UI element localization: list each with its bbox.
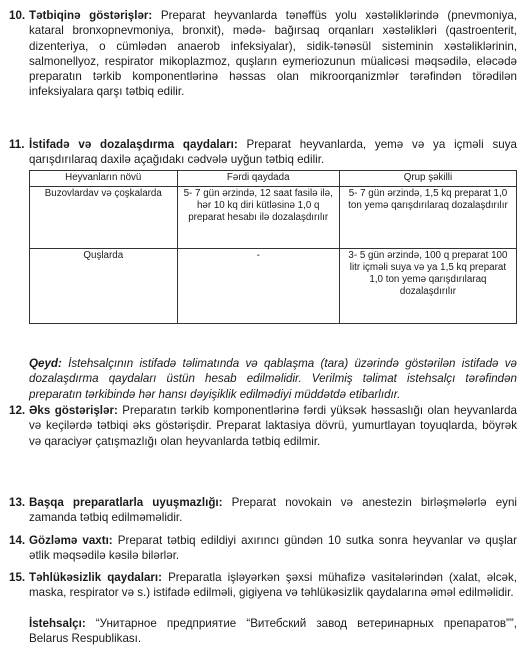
- section-11-title: İstifadə və dozalaşdırma qaydaları:: [29, 138, 238, 151]
- producer-text: “Унитарное предприятие “Витебский завод ветеринарных препаратов””, Belarus Respublikası.: [29, 617, 517, 646]
- header-individual: Fərdi qaydada: [177, 171, 339, 187]
- section-12: [9, 403, 517, 449]
- section-13-title: Başqa preparatlarla uyuşmazlığı:: [29, 496, 223, 509]
- section-12-number: 12.: [9, 404, 26, 417]
- section-13-text: Preparat novokain və anestezin birləşmələrlə eyni zamanda tətbiq edilməməlidir.: [29, 496, 517, 525]
- section-15: [9, 570, 517, 601]
- section-15-text: Preparatla işləyərkən şəxsi mühafizə vasitələrindən (xalat, əlcək, maska, respirator və s.) istifadə edilməli, gigiyena və təhlükəsizlik qaydalarına əməl edilməlidir.: [29, 571, 517, 600]
- section-11: [9, 137, 517, 168]
- note-label: Qeyd:: [29, 357, 62, 370]
- table-cell: Quşlarda: [30, 249, 178, 324]
- dosage-table: [29, 170, 517, 324]
- producer: [29, 616, 517, 647]
- table-row: [30, 187, 517, 249]
- table-cell: -: [177, 249, 339, 324]
- producer-label: İstehsalçı:: [29, 617, 86, 630]
- section-13: [9, 495, 517, 526]
- header-group: Qrup şəkilli: [339, 171, 516, 187]
- note: [29, 356, 517, 402]
- section-14-title: Gözləmə vaxtı:: [29, 534, 113, 547]
- table-header-row: [30, 171, 517, 187]
- section-10-title: Tətbiqinə göstərişlər:: [29, 9, 153, 22]
- section-14-text: Preparat tətbiq edildiyi axırıncı gündən 10 sutka sonra heyvanlar və quşlar ətlik məqsədilə kəsilə bilərlər.: [29, 534, 517, 563]
- header-animal-type: Heyvanların növü: [30, 171, 178, 187]
- table-cell: 5- 7 gün ərzində, 12 saat fasilə ilə, hər 10 kq diri kütləsinə 1,0 q preparat hesabı ilə dozalaşdırılır: [177, 187, 339, 249]
- section-11-text: Preparat heyvanlarda, yemə və ya içməli suya qarışdırılaraq daxilə açağıdakı cədvələ uyğun tətbiq edilir.: [29, 138, 517, 167]
- table-cell: 3- 5 gün ərzində, 100 q preparat 100 litr içməli suya və ya 1,5 kq preparat 1,0 ton yemə qarışdırılaraq dozalaşdırılır: [339, 249, 516, 324]
- section-10-text: Preparat heyvanlarda tənəffüs yolu xəstəliklərində (pnevmoniya, kataral bronxopnevmoniya, bronxit), mədə- bağırsaq orqanları xəstəlikləri (qastroenterit, dizenteriya, o cümlədən anaerob infeksiyalar), sidik-tənəsül sisteminin xəstəliklərinin, salmonellyoz, respirator mikoplazmoz, quşların eymeriozunun müalicəsi məqsədilə, eləcədə preparatın tərkib komponentlərinə həssas olan mikroorqanizmlər tərəfindən törədilən infeksiyalara qarşı tətbiq edilir.: [29, 9, 517, 99]
- note-text: İstehsalçının istifadə təlimatında və qablaşma (tara) üzərində göstərilən istifadə və dozalaşdırma qaydaları üstün hesab edilməlidir. Verilmiş təlimat istehsalçı tərəfindən preparatın tərkibində hər hansı dəyişiklik edilmədiyi müddətdə etibarlıdır.: [29, 357, 517, 401]
- table-row: [30, 249, 517, 324]
- table-cell: 5- 7 gün ərzində, 1,5 kq preparat 1,0 ton yemə qarışdırılaraq dozalaşdırılır: [339, 187, 516, 249]
- section-14-number: 14.: [9, 534, 26, 547]
- table-cell: Buzovlardav və çoşkalarda: [30, 187, 178, 249]
- section-15-number: 15.: [9, 571, 26, 584]
- section-14: [9, 533, 517, 564]
- section-11-number: 11.: [9, 138, 25, 151]
- section-12-text: Preparatın tərkib komponentlərinə fərdi yüksək həssaslığı olan heyvanlarda və keçilərdə tətbiqi əks göstərişdir. Preparat laktasiya dövrü, yumurtlayan toyuqlarda, böyrək və qaraciyər çatışmazlığı olan heyvanlarda tətbiq edilmir.: [29, 404, 517, 448]
- section-10-number: 10.: [9, 9, 26, 22]
- section-12-title: Əks göstərişlər:: [29, 404, 118, 417]
- section-15-title: Təhlükəsizlik qaydaları:: [29, 571, 162, 584]
- section-13-number: 13.: [9, 496, 26, 509]
- section-10: [9, 8, 517, 100]
